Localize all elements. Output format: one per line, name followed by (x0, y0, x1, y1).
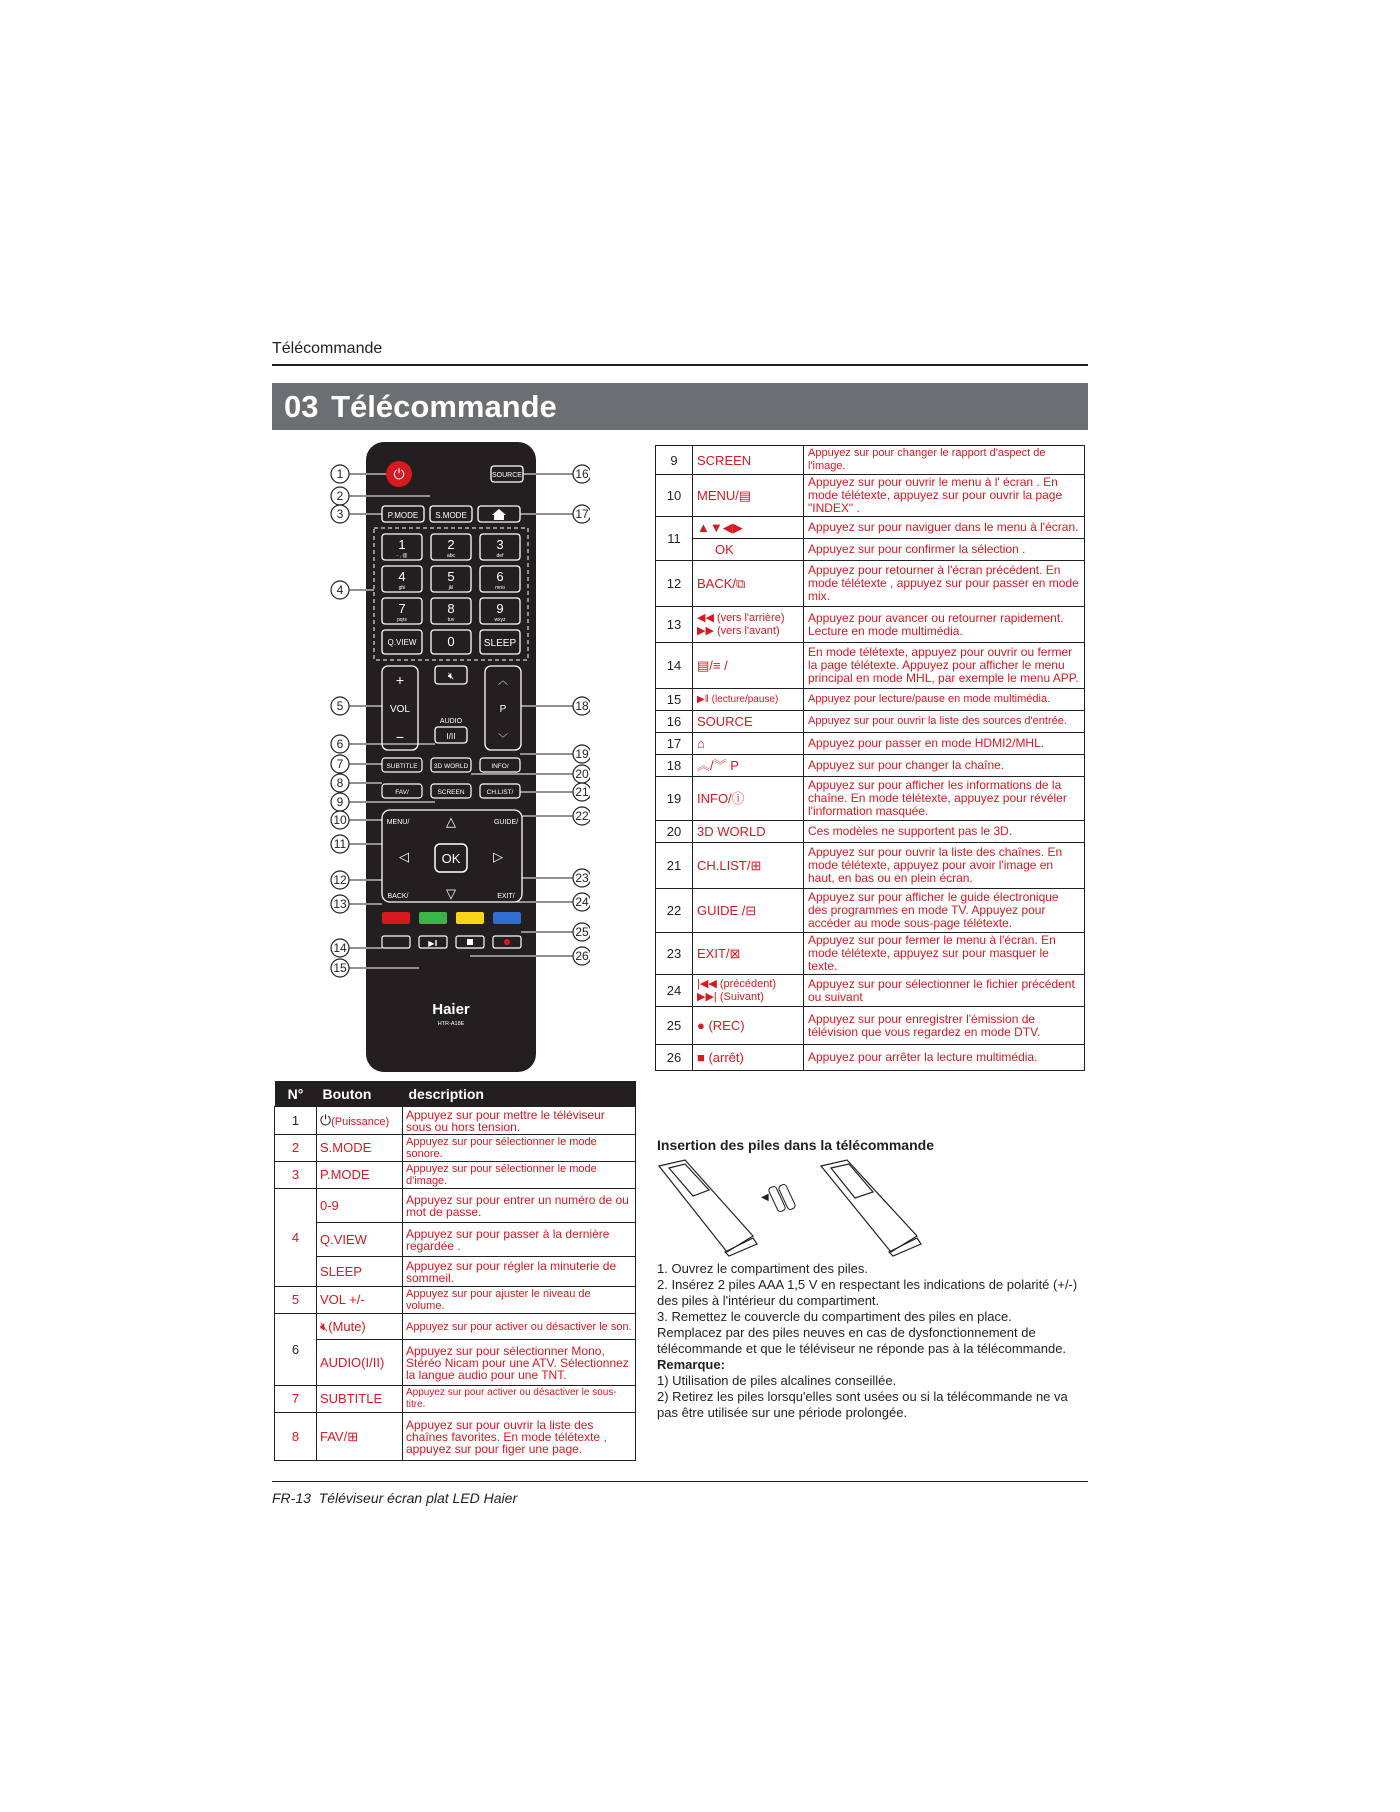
callout-number: 25 (575, 925, 589, 939)
row-description: Ces modèles ne supportent pas le 3D. (804, 821, 1085, 843)
row-number: 4 (275, 1189, 317, 1287)
footer (272, 1490, 517, 1506)
table-row (656, 733, 1085, 755)
table-row (656, 446, 1085, 475)
yellow-key (456, 912, 484, 924)
callout-number: 6 (336, 737, 344, 751)
row-description: Appuyez sur pour entrer un numéro de ou mot de passe. (403, 1189, 636, 1223)
remote-control-illustration (330, 440, 590, 1076)
battery-insertion-text (657, 1261, 1087, 1421)
callout-number: 5 (336, 699, 344, 713)
row-button-label: (Mute) (328, 1318, 366, 1334)
key-3: 3 (496, 537, 504, 552)
callout-number: 2 (336, 489, 344, 503)
key-1-sub: - , @ (396, 553, 408, 559)
row-number: 26 (656, 1045, 693, 1071)
rewind-icon: ◀◀ (697, 611, 717, 624)
instruction-line: 2. Insérez 2 piles AAA 1,5 V en respectant les indications de polarité (+/-) des piles à l'intérieur du compartiment. (657, 1277, 1078, 1308)
row-button-label: (Suivant) (719, 990, 764, 1003)
row-button (693, 475, 804, 517)
row-button (317, 1314, 403, 1340)
table-row (656, 933, 1085, 975)
row-button (693, 607, 804, 643)
right-arrow-icon: ▷ (493, 849, 503, 864)
row-description: Appuyez sur pour afficher les informations de la chaîne. En mode télétexte, appuyez pour révéler l'information masquée. (804, 777, 1085, 821)
remark-line: 1) Utilisation de piles alcalines conseillée. (657, 1373, 897, 1388)
forward-icon: ▶▶| (697, 990, 720, 1003)
table-row (656, 711, 1085, 733)
rec-icon (504, 939, 510, 945)
callout-number: 23 (575, 871, 589, 885)
callout-number: 19 (575, 747, 589, 761)
row-description: Appuyez sur pour ouvrir la liste des chaînes. En mode télétexte, appuyez pour avoir l'image en haut, en bas ou en plein écran. (804, 843, 1085, 889)
table-row (656, 643, 1085, 689)
table-row (656, 1045, 1085, 1071)
smode-key-label: S.MODE (435, 511, 467, 520)
chapter-title: Télécommande (331, 389, 557, 424)
key-9-sub: wxyz (494, 617, 506, 623)
fav-key-label: FAV/ (395, 789, 409, 796)
row-button (693, 539, 804, 561)
table-row (656, 517, 1085, 539)
row-button-label: P (730, 758, 739, 773)
p-down-icon: ﹀ (498, 734, 508, 745)
battery-insertion-illustration (655, 1158, 925, 1258)
button-icon: ⊟ (745, 903, 757, 918)
power-icon: ⏻ (320, 1111, 332, 1128)
key-8: 8 (447, 601, 455, 616)
row-button (693, 517, 804, 539)
table-row (275, 1413, 636, 1461)
row-description: Appuyez sur pour ouvrir le menu à l' écran . En mode télétexte, appuyez sur pour ouvrir la page "INDEX" . (804, 475, 1085, 517)
col-header-button: Bouton (317, 1081, 403, 1107)
table-row (656, 755, 1085, 777)
subtitle-key-label: SUBTITLE (386, 763, 418, 770)
button-icon: ▤ (738, 488, 752, 503)
row-number: 12 (656, 561, 693, 607)
table-row (656, 689, 1085, 711)
callout-number: 12 (333, 873, 347, 887)
row-number: 18 (656, 755, 693, 777)
down-arrow-icon: ▽ (446, 886, 456, 901)
key-qview: Q.VIEW (387, 638, 417, 647)
exit-key-label: EXIT/ (497, 893, 515, 900)
row-button: P.MODE (317, 1162, 403, 1189)
table-row (656, 561, 1085, 607)
table-row (275, 1189, 636, 1223)
table-row (275, 1107, 636, 1135)
red-key (382, 912, 410, 924)
row-button (693, 561, 804, 607)
row-button (693, 843, 804, 889)
row-button (693, 755, 804, 777)
row-description: Appuyez sur pour naviguer dans le menu à l'écran. (804, 517, 1085, 539)
key-9: 9 (496, 601, 504, 616)
up-arrow-icon: △ (446, 814, 456, 829)
table-row (656, 475, 1085, 517)
table-row (656, 975, 1085, 1007)
row-button: S.MODE (317, 1135, 403, 1162)
row-button-label: MENU/ (697, 488, 739, 503)
row-button-label: SOURCE (697, 714, 753, 729)
row-button-label: FAV/ (320, 1428, 348, 1444)
callout-number: 26 (575, 949, 589, 963)
callout-number: 15 (333, 961, 347, 975)
vol-plus: + (395, 672, 405, 688)
row-button (693, 1007, 804, 1045)
arrow-icon: ◀ (761, 1192, 769, 1203)
callout-number: 14 (333, 941, 347, 955)
table-row (275, 1287, 636, 1314)
footer-rule (272, 1481, 1088, 1482)
battery-insertion-title: Insertion des piles dans la télécommande (657, 1137, 934, 1153)
instruction-line: Remplacez par des piles neuves en cas de dysfonctionnement de télécommande et que le téléviseur ne réponde pas à la télécommande. (657, 1325, 1067, 1356)
row-button (693, 1045, 804, 1071)
header-rule (272, 364, 1088, 366)
callout-number: 21 (575, 785, 589, 799)
remark-line: 2) Retirez les piles lorsqu'elles sont usées ou si la télécommande ne va pas être utilisée sur une période prolongée. (657, 1389, 1068, 1420)
button-icon: ⓘ (731, 791, 745, 806)
row-description: Appuyez sur pour sélectionner le mode d'image. (403, 1162, 636, 1189)
row-description: Appuyez sur pour activer ou désactiver le sous-titre. (403, 1386, 636, 1413)
callout-number: 7 (336, 757, 344, 771)
row-description: Appuyez sur pour passer à la dernière regardée . (403, 1223, 636, 1257)
key-2-sub: abc (446, 553, 456, 559)
remote-open-illustration (659, 1160, 757, 1256)
callout-number: 22 (575, 809, 589, 823)
pmode-key-label: P.MODE (387, 511, 419, 520)
table-row (656, 821, 1085, 843)
row-number: 15 (656, 689, 693, 711)
power-icon: ⏻ (393, 466, 405, 482)
button-icon: ⊞ (750, 858, 762, 873)
key-7-sub: pqrs (397, 617, 407, 623)
source-key-label: SOURCE (492, 472, 522, 479)
row-button (693, 733, 804, 755)
key-6: 6 (496, 569, 504, 584)
button-icon: ● (697, 1018, 709, 1033)
row-number: 6 (275, 1314, 317, 1386)
row-button-label: (vers l'arrière) (716, 611, 785, 624)
row-description: Appuyez sur pour ouvrir la liste des chaînes favorites. En mode télétexte , appuyez sur pour figer une page. (403, 1413, 636, 1461)
row-button (693, 889, 804, 933)
3dworld-key-label: 3D WORLD (433, 763, 469, 770)
row-button (317, 1413, 403, 1461)
callout-number: 16 (575, 467, 589, 481)
menu-key-label: MENU/ (386, 819, 410, 826)
row-button (693, 711, 804, 733)
vol-label: VOL (389, 704, 411, 715)
blue-key (493, 912, 521, 924)
row-description: Appuyez pour passer en mode HDMI2/MHL. (804, 733, 1085, 755)
row-description: Appuyez pour arrêter la lecture multimédia. (804, 1045, 1085, 1071)
row-description: Appuyez sur pour mettre le téléviseur sous ou hors tension. (403, 1107, 636, 1135)
row-number: 3 (275, 1162, 317, 1189)
button-icon: ▤/≡ (697, 658, 725, 673)
row-description: Appuyez sur pour régler la minuterie de sommeil. (403, 1257, 636, 1287)
row-description: Appuyez sur pour afficher le guide électronique des programmes en mode TV. Appuyez pour accéder au mode sous-page télétexte. (804, 889, 1085, 933)
row-number: 25 (656, 1007, 693, 1045)
row-button (693, 933, 804, 975)
button-icon: ⊠ (729, 946, 741, 961)
key-7: 7 (398, 601, 406, 616)
key-8-sub: tuv (447, 617, 455, 623)
row-number: 13 (656, 607, 693, 643)
footer-page: FR-13 (272, 1490, 311, 1506)
callout-number: 17 (575, 507, 589, 521)
callout-number: 18 (575, 699, 589, 713)
row-button (693, 446, 804, 475)
row-button-label: (arrêt) (708, 1050, 744, 1065)
chapter-banner (272, 383, 1088, 430)
row-description: Appuyez sur pour fermer le menu à l'écran. En mode télétexte, appuyez sur pour masquer le texte. (804, 933, 1085, 975)
table-row (656, 889, 1085, 933)
table-row (275, 1135, 636, 1162)
mute-icon: 🔇︎ (447, 671, 455, 682)
row-button: VOL +/- (317, 1287, 403, 1314)
table-row (656, 843, 1085, 889)
callout-number: 1 (336, 467, 344, 481)
key-4-sub: ghi (398, 585, 406, 591)
row-button-label: BACK/ (697, 576, 737, 591)
row-button (693, 975, 804, 1007)
key-3-sub: def (496, 553, 504, 559)
back-key-label: BACK/ (387, 893, 409, 900)
guide-key-label: GUIDE/ (493, 819, 519, 826)
row-number: 19 (656, 777, 693, 821)
instruction-line: 3. Remettez le couvercle du compartiment des piles en place. (657, 1309, 1012, 1324)
table-row (275, 1386, 636, 1413)
row-button: 0-9 (317, 1189, 403, 1223)
row-number: 22 (656, 889, 693, 933)
rewind-icon: |◀◀ (697, 977, 720, 990)
row-number: 9 (656, 446, 693, 475)
button-table-right (655, 445, 1085, 1071)
row-button (693, 821, 804, 843)
info-key-label: INFO/ (491, 763, 509, 770)
row-button-label: OK (715, 542, 734, 557)
row-button-label: INFO/ (697, 791, 732, 806)
green-key (419, 912, 447, 924)
forward-icon: ▶▶ (697, 624, 717, 637)
row-description: Appuyez sur pour enregistrer l'émission de télévision que vous regardez en mode DTV. (804, 1007, 1085, 1045)
row-number: 23 (656, 933, 693, 975)
row-description: En mode télétexte, appuyez pour ouvrir ou fermer la page télétexte. Appuyez pour afficher le menu principal en mode MHL, par exemple le menu APP. (804, 643, 1085, 689)
key-5: 5 (447, 569, 455, 584)
row-number: 10 (656, 475, 693, 517)
callout-number: 3 (336, 507, 344, 521)
table-row (275, 1257, 636, 1287)
row-button (693, 643, 804, 689)
table-row (275, 1223, 636, 1257)
button-table-left (274, 1081, 636, 1461)
row-button-label: ▲▼◀▶ (697, 520, 743, 535)
row-button-label: (lecture/pause) (711, 694, 779, 705)
row-description: Appuyez sur pour activer ou désactiver le son. (403, 1314, 636, 1340)
key-6-sub: mno (495, 585, 505, 591)
callout-number: 13 (333, 897, 347, 911)
row-number: 24 (656, 975, 693, 1007)
row-description: Appuyez sur pour sélectionner le fichier précédent ou suivant (804, 975, 1085, 1007)
table-row (656, 1007, 1085, 1045)
callout-number: 10 (333, 813, 347, 827)
row-button-label: (REC) (708, 1018, 745, 1033)
row-number: 17 (656, 733, 693, 755)
fav-icon: ⊞ (347, 1428, 359, 1444)
section-header: Télécommande (272, 340, 383, 357)
callout-number: 9 (336, 795, 344, 809)
screen-key-label: SCREEN (437, 789, 465, 796)
chlist-key-label: CH.LIST/ (486, 789, 514, 796)
audio-label: AUDIO (439, 718, 463, 725)
row-button: AUDIO(I/II) (317, 1340, 403, 1386)
table-row (656, 539, 1085, 561)
row-button-label: 3D WORLD (697, 824, 766, 839)
chapter-number: 03 (284, 389, 319, 424)
mute-icon: 🔇︎ (320, 1318, 329, 1334)
row-button-label: GUIDE / (697, 903, 746, 918)
table-row (656, 607, 1085, 643)
table-row (275, 1314, 636, 1340)
footer-title: Téléviseur écran plat LED Haier (318, 1490, 518, 1506)
row-number: 8 (275, 1413, 317, 1461)
col-header-number: N° (275, 1081, 317, 1107)
col-header-description: description (403, 1081, 636, 1107)
instruction-line: 1. Ouvrez le compartiment des piles. (657, 1261, 868, 1276)
row-button: Q.VIEW (317, 1223, 403, 1257)
stop-icon (467, 939, 473, 945)
table-row (275, 1340, 636, 1386)
row-description: Appuyez sur pour changer le rapport d'aspect de l'image. (804, 446, 1085, 475)
row-button-label: (vers l'avant) (716, 624, 780, 637)
button-icon: ⌂ (697, 736, 705, 751)
row-description: Appuyez pour avancer ou retourner rapidement. Lecture en mode multimédia. (804, 607, 1085, 643)
audio-key-label: I/II (446, 732, 456, 741)
key-1: 1 (398, 537, 406, 552)
button-icon: ⧉ (736, 576, 746, 591)
p-up-icon: ︿ (498, 676, 508, 687)
vol-minus: − (395, 729, 405, 745)
row-button-label: (précédent) (719, 977, 777, 990)
p-label: P (499, 704, 507, 715)
row-description: Appuyez sur pour sélectionner Mono, Stéréo Nicam pour une ATV. Sélectionnez la langue audio pour une TNT. (403, 1340, 636, 1386)
left-arrow-icon: ◁ (399, 849, 409, 864)
row-number: 21 (656, 843, 693, 889)
row-number: 20 (656, 821, 693, 843)
key-2: 2 (447, 537, 455, 552)
callout-number: 20 (575, 767, 589, 781)
row-button-label: / (724, 658, 728, 673)
play-pause-icon: ▶‖ (428, 939, 438, 948)
row-number: 5 (275, 1287, 317, 1314)
row-description: Appuyez sur pour sélectionner le mode sonore. (403, 1135, 636, 1162)
table-row (656, 777, 1085, 821)
battery-icon (768, 1184, 796, 1213)
row-number: 14 (656, 643, 693, 689)
model-number: HTR-A18E (437, 1021, 465, 1027)
remark-title: Remarque: (657, 1357, 725, 1372)
row-button-label: CH.LIST/ (697, 858, 751, 873)
callout-number: 11 (333, 837, 347, 851)
row-button-label: SCREEN (697, 452, 752, 468)
row-button (693, 777, 804, 821)
row-button (317, 1107, 403, 1135)
key-4: 4 (398, 569, 406, 584)
row-description: Appuyez pour retourner à l'écran précédent. En mode télétexte , appuyez sur pour passer en mode mix. (804, 561, 1085, 607)
button-icon: ▶‖ (697, 694, 712, 705)
remote-closed-illustration (821, 1160, 921, 1256)
row-description: Appuyez sur pour changer la chaîne. (804, 755, 1085, 777)
callout-number: 8 (336, 776, 344, 790)
row-button: SLEEP (317, 1257, 403, 1287)
row-number: 1 (275, 1107, 317, 1135)
row-description: Appuyez sur pour ouvrir la liste des sources d'entrée. (804, 711, 1085, 733)
ok-key-label: OK (441, 851, 461, 866)
key-5-sub: jkl (448, 585, 454, 591)
row-description: Appuyez pour lecture/pause en mode multimédia. (804, 689, 1085, 711)
row-number: 2 (275, 1135, 317, 1162)
key-0: 0 (447, 634, 455, 649)
row-button-label: (Puissance) (331, 1115, 390, 1128)
row-button (693, 689, 804, 711)
row-number: 11 (656, 517, 693, 561)
table-row (275, 1162, 636, 1189)
row-description: Appuyez sur pour ajuster le niveau de volume. (403, 1287, 636, 1314)
row-description: Appuyez sur pour confirmer la sélection . (804, 539, 1085, 561)
callout-number: 24 (575, 895, 589, 909)
callout-number: 4 (336, 583, 344, 597)
button-icon: ︽/︾ (697, 758, 731, 773)
brand-logo: Haier (432, 1001, 470, 1018)
row-number: 7 (275, 1386, 317, 1413)
row-number: 16 (656, 711, 693, 733)
button-icon: ■ (697, 1050, 709, 1065)
row-button: SUBTITLE (317, 1386, 403, 1413)
key-sleep: SLEEP (483, 638, 517, 649)
row-button-label: EXIT/ (697, 946, 730, 961)
